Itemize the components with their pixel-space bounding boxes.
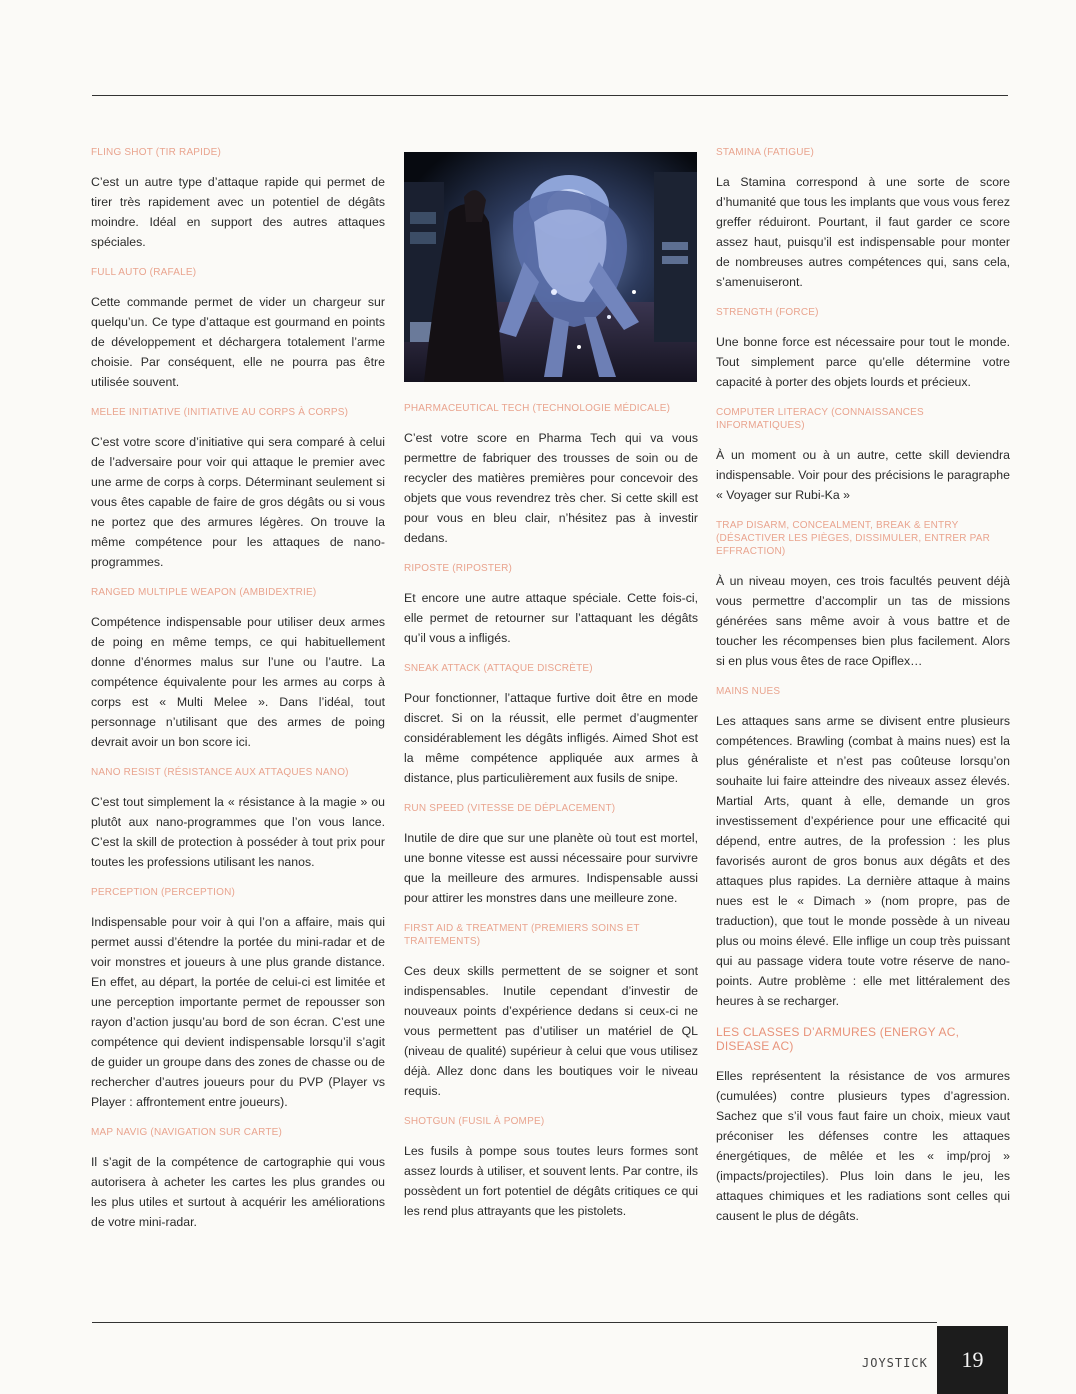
article-section [716, 306, 1010, 392]
article-section [404, 1115, 698, 1221]
section-heading: MAINS NUES [716, 686, 781, 697]
section-heading: PHARMACEUTICAL TECH (TECHNOLOGIE MÉDICALE) [404, 403, 671, 414]
section-text: C’est tout simplement la « résistance à la magie » ou plutôt aux nano-programmes que l’on vous lance. C’est la skill de protection à posséder à tout prix pour toutes les professions utilisant les nanos. [91, 795, 385, 869]
section-text: Ces deux skills permettent de se soigner et sont indispensables. Inutile cependant d’investir de nouveaux points d’expérience dedans si ceux-ci ne vous permettent pas d’utiliser un matériel de QL (niveau de qualité) supérieur à celui que vous utilisez déjà. Allez donc dans les boutiques voir le niveau requis. [404, 964, 698, 1098]
article-section [716, 406, 1010, 505]
section-heading: LES CLASSES D’ARMURES (ENERGY AC, DISEASE AC) [716, 1025, 960, 1053]
section-text: Elles représentent la résistance de vos armures (cumulées) contre plusieurs types d’agression. Sachez que s’il vous faut faire un choix, mieux vaut préconiser les défenses contre les attaques énergétiques, de mêlée et les « imp/proj » (impacts/projectiles). Plus loin dans le jeu, les attaques chimiques et les radiations sont celles qui causent le plus de dégâts. [716, 1069, 1010, 1223]
column-2 [404, 402, 698, 1235]
top-rule [92, 95, 1008, 96]
article-section [91, 586, 385, 752]
section-heading: FIRST AID & TREATMENT (PREMIERS SOINS ET TRAITEMENTS) [404, 923, 640, 947]
section-text: Il s’agit de la compétence de cartographie qui vous autorisera à acheter les cartes les plus grandes ou les plus utiles et surtout à acquérir les améliorations de votre mini-radar. [91, 1155, 385, 1229]
game-screenshot-art [404, 152, 697, 382]
article-section [404, 662, 698, 788]
section-heading: MELEE INITIATIVE (INITIATIVE AU CORPS À CORPS) [91, 407, 349, 418]
section-text: Pour fonctionner, l’attaque furtive doit être en mode discret. Si on la réussit, elle permet d’augmenter considérablement les dégâts infligés. Aimed Shot est la même compétence appliquée aux armes à distance, plus particulièrement aux fusils de snipe. [404, 691, 698, 785]
section-heading: FULL AUTO (RAFALE) [91, 267, 197, 278]
section-text: Les fusils à pompe sous toutes leurs formes sont assez lourds à utiliser, et souvent lents. Par contre, ils possèdent un fort potentiel de dégâts critiques ce qui les rend plus attrayants que les pistolets. [404, 1144, 698, 1218]
section-heading: STRENGTH (FORCE) [716, 307, 819, 318]
article-section [404, 922, 698, 1101]
section-heading: SHOTGUN (FUSIL À POMPE) [404, 1116, 545, 1127]
section-heading: SNEAK ATTACK (ATTAQUE DISCRÈTE) [404, 663, 593, 674]
section-heading: FLING SHOT (TIR RAPIDE) [91, 147, 221, 158]
section-heading: PERCEPTION (PERCEPTION) [91, 887, 236, 898]
game-screenshot [404, 152, 697, 382]
article-section [91, 886, 385, 1112]
page-number: 19 [937, 1326, 1008, 1394]
section-text: La Stamina correspond à une sorte de score d’humanité que tous les implants que vous vous ferez greffer réduiront. Pourtant, il faut garder ce score assez haut, puisqu’il est indispensable pour monter de nombreuses autres compétences qui, sans cela, s’amenuiseront. [716, 175, 1010, 289]
article-section [91, 266, 385, 392]
section-heading: NANO RESIST (RÉSISTANCE AUX ATTAQUES NANO) [91, 767, 349, 778]
section-text: C’est un autre type d’attaque rapide qui permet de tirer très rapidement avec un potentiel de dégâts moindre. Idéal en support des autres attaques spéciales. [91, 175, 385, 249]
section-text: Et encore une autre attaque spéciale. Cette fois-ci, elle permet de retourner sur l’attaquant les dégâts qu’il vous a infligés. [404, 591, 698, 645]
article-section [91, 1126, 385, 1232]
section-text: Les attaques sans arme se divisent entre plusieurs compétences. Brawling (combat à mains nues) est la plus généraliste et n’est pas coûteuse lorsqu’on souhaite lui faire atteindre des niveaux assez élevés. Martial Arts, quant à elle, demande un gros investissement d’expérience pour une efficacité qui dépend, entre autres, de la profession : les plus favorisés auront de gros bonus aux dégâts et des attaques plus rapides. La dernière attaque à mains nues est le « Dimach » (nom propre, pas de traduction), que tout le monde possède à un niveau plus ou moins élevé. Elle inflige un coup très puissant qui au passage videra toute votre réserve de nano-points. Autre problème : elle met littéralement des heures à se recharger. [716, 714, 1010, 1008]
article-section [716, 146, 1010, 292]
section-heading: STAMINA (FATIGUE) [716, 147, 815, 158]
section-heading: RIPOSTE (RIPOSTER) [404, 563, 513, 574]
article-section [716, 519, 1010, 671]
article-section [716, 1025, 1010, 1226]
article-section [716, 685, 1010, 1011]
section-text: C’est votre score d’initiative qui sera comparé à celui de l’adversaire pour voir qui attaque le premier avec une arme de corps à corps. Déterminant seulement si vous êtes capable de faire de gros dégâts ou si vous ne portez que des armures légères. On trouve la même compétence pour les attaques de nano-programmes. [91, 435, 385, 569]
article-section [404, 562, 698, 648]
section-text: Compétence indispensable pour utiliser deux armes de poing en même temps, ce qui habituellement donne d’énormes malus sur l’une ou l’autre. La compétence équivalente pour les armes au corps à corps est « Multi Melee ». Dans l’idéal, tout personnage n’utilisant que des armes de poing devrait avoir un bon score ici. [91, 615, 385, 749]
section-text: C’est votre score en Pharma Tech qui va vous permettre de fabriquer des trousses de soin ou de recycler des matières premières pour concevoir des objets que vous revendrez très cher. Si cette skill est pour vous en bleu clair, n’hésitez pas à investir dedans. [404, 431, 698, 545]
section-text: Indispensable pour voir à qui l’on a affaire, mais qui permet aussi d’étendre la portée du mini-radar et de voir monstres et joueurs à une plus grande distance. En effet, au départ, la portée de celui-ci est limitée et une perception importante permet de repousser son rayon d’action jusqu’au bord de son écran. C’est une compétence qui devient indispensable lorsqu’il s’agit de guider un groupe dans des zones de chasse ou de rechercher d’autres joueurs pour du PVP (Player vs Player : affrontement entre joueurs). [91, 915, 385, 1109]
section-text: À un moment ou à un autre, cette skill deviendra indispensable. Voir pour des précisions le paragraphe « Voyager sur Rubi-Ka » [716, 448, 1010, 502]
section-heading: RUN SPEED (VITESSE DE DÉPLACEMENT) [404, 803, 616, 814]
section-heading: RANGED MULTIPLE WEAPON (AMBIDEXTRIE) [91, 587, 317, 598]
article-section [91, 766, 385, 872]
section-heading: COMPUTER LITERACY (CONNAISSANCES INFORMATIQUES) [716, 407, 924, 431]
section-text: À un niveau moyen, ces trois facultés peuvent déjà vous permettre d’accomplir un tas de missions générées sans même avoir à vous battre et de toucher les récompenses bien plus facilement. Alors si en plus vous êtes de race Opiflex… [716, 574, 1010, 668]
bottom-rule [92, 1322, 937, 1323]
article-section [91, 406, 385, 572]
article-section [91, 146, 385, 252]
article-section [404, 402, 698, 548]
article-section [404, 802, 698, 908]
section-text: Une bonne force est nécessaire pour tout le monde. Tout simplement parce qu’elle détermine votre capacité à porter des objets lourds et précieux. [716, 335, 1010, 389]
section-text: Inutile de dire que sur une planète où tout est mortel, une bonne vitesse est aussi nécessaire pour survivre que la meilleure des armures. Indispensable aussi pour attirer les monstres dans une meilleure zone. [404, 831, 698, 905]
column-1 [91, 146, 385, 1246]
section-text: Cette commande permet de vider un chargeur sur quelqu’un. Ce type d’attaque est gourmand en points de développement et déchargera totalement l’arme choisie. Par conséquent, elle ne pourra pas être utilisée souvent. [91, 295, 385, 389]
magazine-brand: JOYSTICK [862, 1356, 928, 1370]
column-3 [716, 146, 1010, 1240]
section-heading: TRAP DISARM, CONCEALMENT, BREAK & ENTRY (DÉSACTIVER LES PIÈGES, DISSIMULER, ENTRER PAR EFFRACTION) [716, 520, 991, 557]
section-heading: MAP NAVIG (NAVIGATION SUR CARTE) [91, 1127, 283, 1138]
